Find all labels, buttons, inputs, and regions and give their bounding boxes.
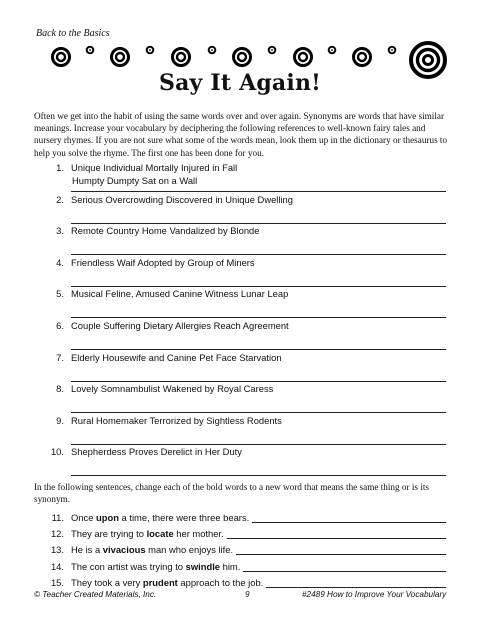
item-number: 5. (56, 288, 64, 300)
item-number: 4. (56, 256, 64, 268)
rhyme-item (34, 257, 446, 289)
sentence-number: 14. (50, 560, 64, 572)
sentence-text (71, 528, 446, 539)
sentence-item (34, 528, 446, 541)
dot-icon (329, 47, 336, 54)
synonym-answer-line[interactable] (227, 528, 446, 539)
rhyme-item (34, 383, 446, 415)
sentence-item (34, 561, 446, 574)
sentence-text (71, 544, 446, 555)
intro-paragraph: Often we get into the habit of using the same words over and over again. Synonyms are words that have similar meanings. Increase your vocabulary by deciphering the following references to well-known fairy tales and nursery rhymes. If you are not sure what some of the words mean, look them up in the dictionary or thesaurus to help you solve the rhyme. The first one has been done for you. (34, 111, 448, 158)
spiral-icon (234, 49, 251, 66)
synonym-answer-line[interactable] (236, 544, 446, 555)
dot-icon (209, 47, 216, 54)
answer-text: Humpty Dumpty Sat on a Wall (72, 175, 198, 186)
item-number: 3. (56, 225, 64, 237)
item-number: 1. (56, 162, 64, 173)
rhyme-clue: Lovely Somnambulist Wakened by Royal Caress (71, 383, 274, 395)
sentence-post: man who enjoys life. (145, 544, 234, 556)
rhyme-clue: Elderly Housewife and Canine Pet Face Starvation (71, 351, 282, 363)
rhyme-clue: Couple Suffering Dietary Allergies Reach Agreement (71, 320, 289, 331)
footer-book: #2489 How to Improve Your Vocabulary (302, 590, 447, 599)
rhyme-clue: Friendless Waif Adopted by Group of Miners (71, 256, 255, 268)
rhyme-clue: Serious Overcrowding Discovered in Unique Dwelling (71, 193, 293, 205)
page-title: Say It Again! (158, 70, 321, 96)
item-number: 6. (56, 320, 64, 331)
rhyme-item (34, 288, 446, 320)
answer-line[interactable] (71, 223, 446, 224)
item-number: 8. (56, 383, 64, 395)
answer-line[interactable] (71, 412, 446, 413)
footer-page-number: 9 (245, 590, 250, 599)
answer-line[interactable] (71, 317, 446, 318)
spiral-icon (173, 49, 190, 66)
dot-icon (87, 47, 94, 54)
series-label: Back to the Basics (36, 28, 110, 39)
sentence-number: 13. (50, 544, 64, 556)
rhyme-clue: Rural Homemaker Terrorized by Sightless Rodents (71, 414, 282, 426)
sentence-text (71, 561, 446, 572)
item-number: 2. (56, 193, 64, 205)
rhyme-clue: Musical Feline, Amused Canine Witness Lunar Leap (71, 288, 289, 300)
footer-publisher: © Teacher Created Materials, Inc. (34, 590, 157, 599)
sentence-pre: The con artist was trying to (71, 560, 186, 572)
sentence-pre: He is a (71, 544, 103, 556)
rhyme-clue: Shepherdess Proves Derelict in Her Duty (71, 446, 242, 458)
rhyme-item (34, 225, 446, 257)
spiral-icon (295, 49, 312, 66)
sentence-pre: They took a very (71, 576, 143, 588)
answer-line[interactable] (71, 191, 446, 192)
synonym-answer-line[interactable] (252, 512, 446, 523)
item-number: 7. (56, 351, 64, 363)
answer-line[interactable] (71, 475, 446, 476)
answer-line[interactable] (71, 349, 446, 350)
instructions: In the following sentences, change each of the bold words to a new word that means the same thing or is its synonym. (34, 482, 429, 504)
bold-word: prudent (142, 576, 178, 588)
rhyme-item (34, 162, 446, 194)
dot-icon (147, 47, 154, 54)
sentence-post: approach to the job. (177, 576, 264, 588)
answer-line[interactable] (71, 286, 446, 287)
rhyme-clue: Unique Individual Mortally Injured in Fall (71, 162, 238, 173)
sentence-post: a time, there were three bears. (118, 512, 250, 523)
rhyme-item (34, 352, 446, 384)
sentence-post: him. (220, 560, 241, 572)
answer-line[interactable] (71, 254, 446, 255)
sentence-pre: Once (71, 512, 97, 523)
rhyme-clue: Remote Country Home Vandalized by Blonde (71, 225, 260, 237)
sentence-text (71, 577, 446, 588)
sentence-post: her mother. (173, 528, 224, 540)
bold-word: swindle (185, 560, 221, 572)
sentence-number: 15. (50, 576, 64, 588)
sentence-text (71, 512, 446, 523)
spiral-icon (53, 49, 70, 66)
item-number: 10. (50, 446, 64, 458)
bold-word: vivacious (102, 544, 146, 556)
rhyme-item (34, 194, 446, 226)
answer-line[interactable] (71, 381, 446, 382)
rhyme-item (34, 446, 446, 478)
dot-icon (269, 47, 276, 54)
spiral-icon (112, 49, 129, 66)
sentence-number: 11. (51, 512, 64, 523)
bold-word: locate (146, 528, 174, 540)
sentence-pre: They are trying to (71, 528, 147, 540)
sentence-item (34, 544, 446, 557)
synonym-answer-line[interactable] (266, 577, 446, 588)
spiral-icon (354, 49, 371, 66)
answer-line[interactable] (71, 444, 446, 445)
item-number: 9. (56, 414, 64, 426)
bold-word: upon (96, 512, 119, 523)
rhyme-item (34, 415, 446, 447)
dot-icon (389, 47, 396, 54)
sentence-number: 12. (50, 528, 64, 540)
sentence-item (34, 577, 446, 590)
rhyme-item (34, 320, 446, 352)
sentence-item (34, 512, 446, 525)
synonym-answer-line[interactable] (243, 561, 446, 572)
